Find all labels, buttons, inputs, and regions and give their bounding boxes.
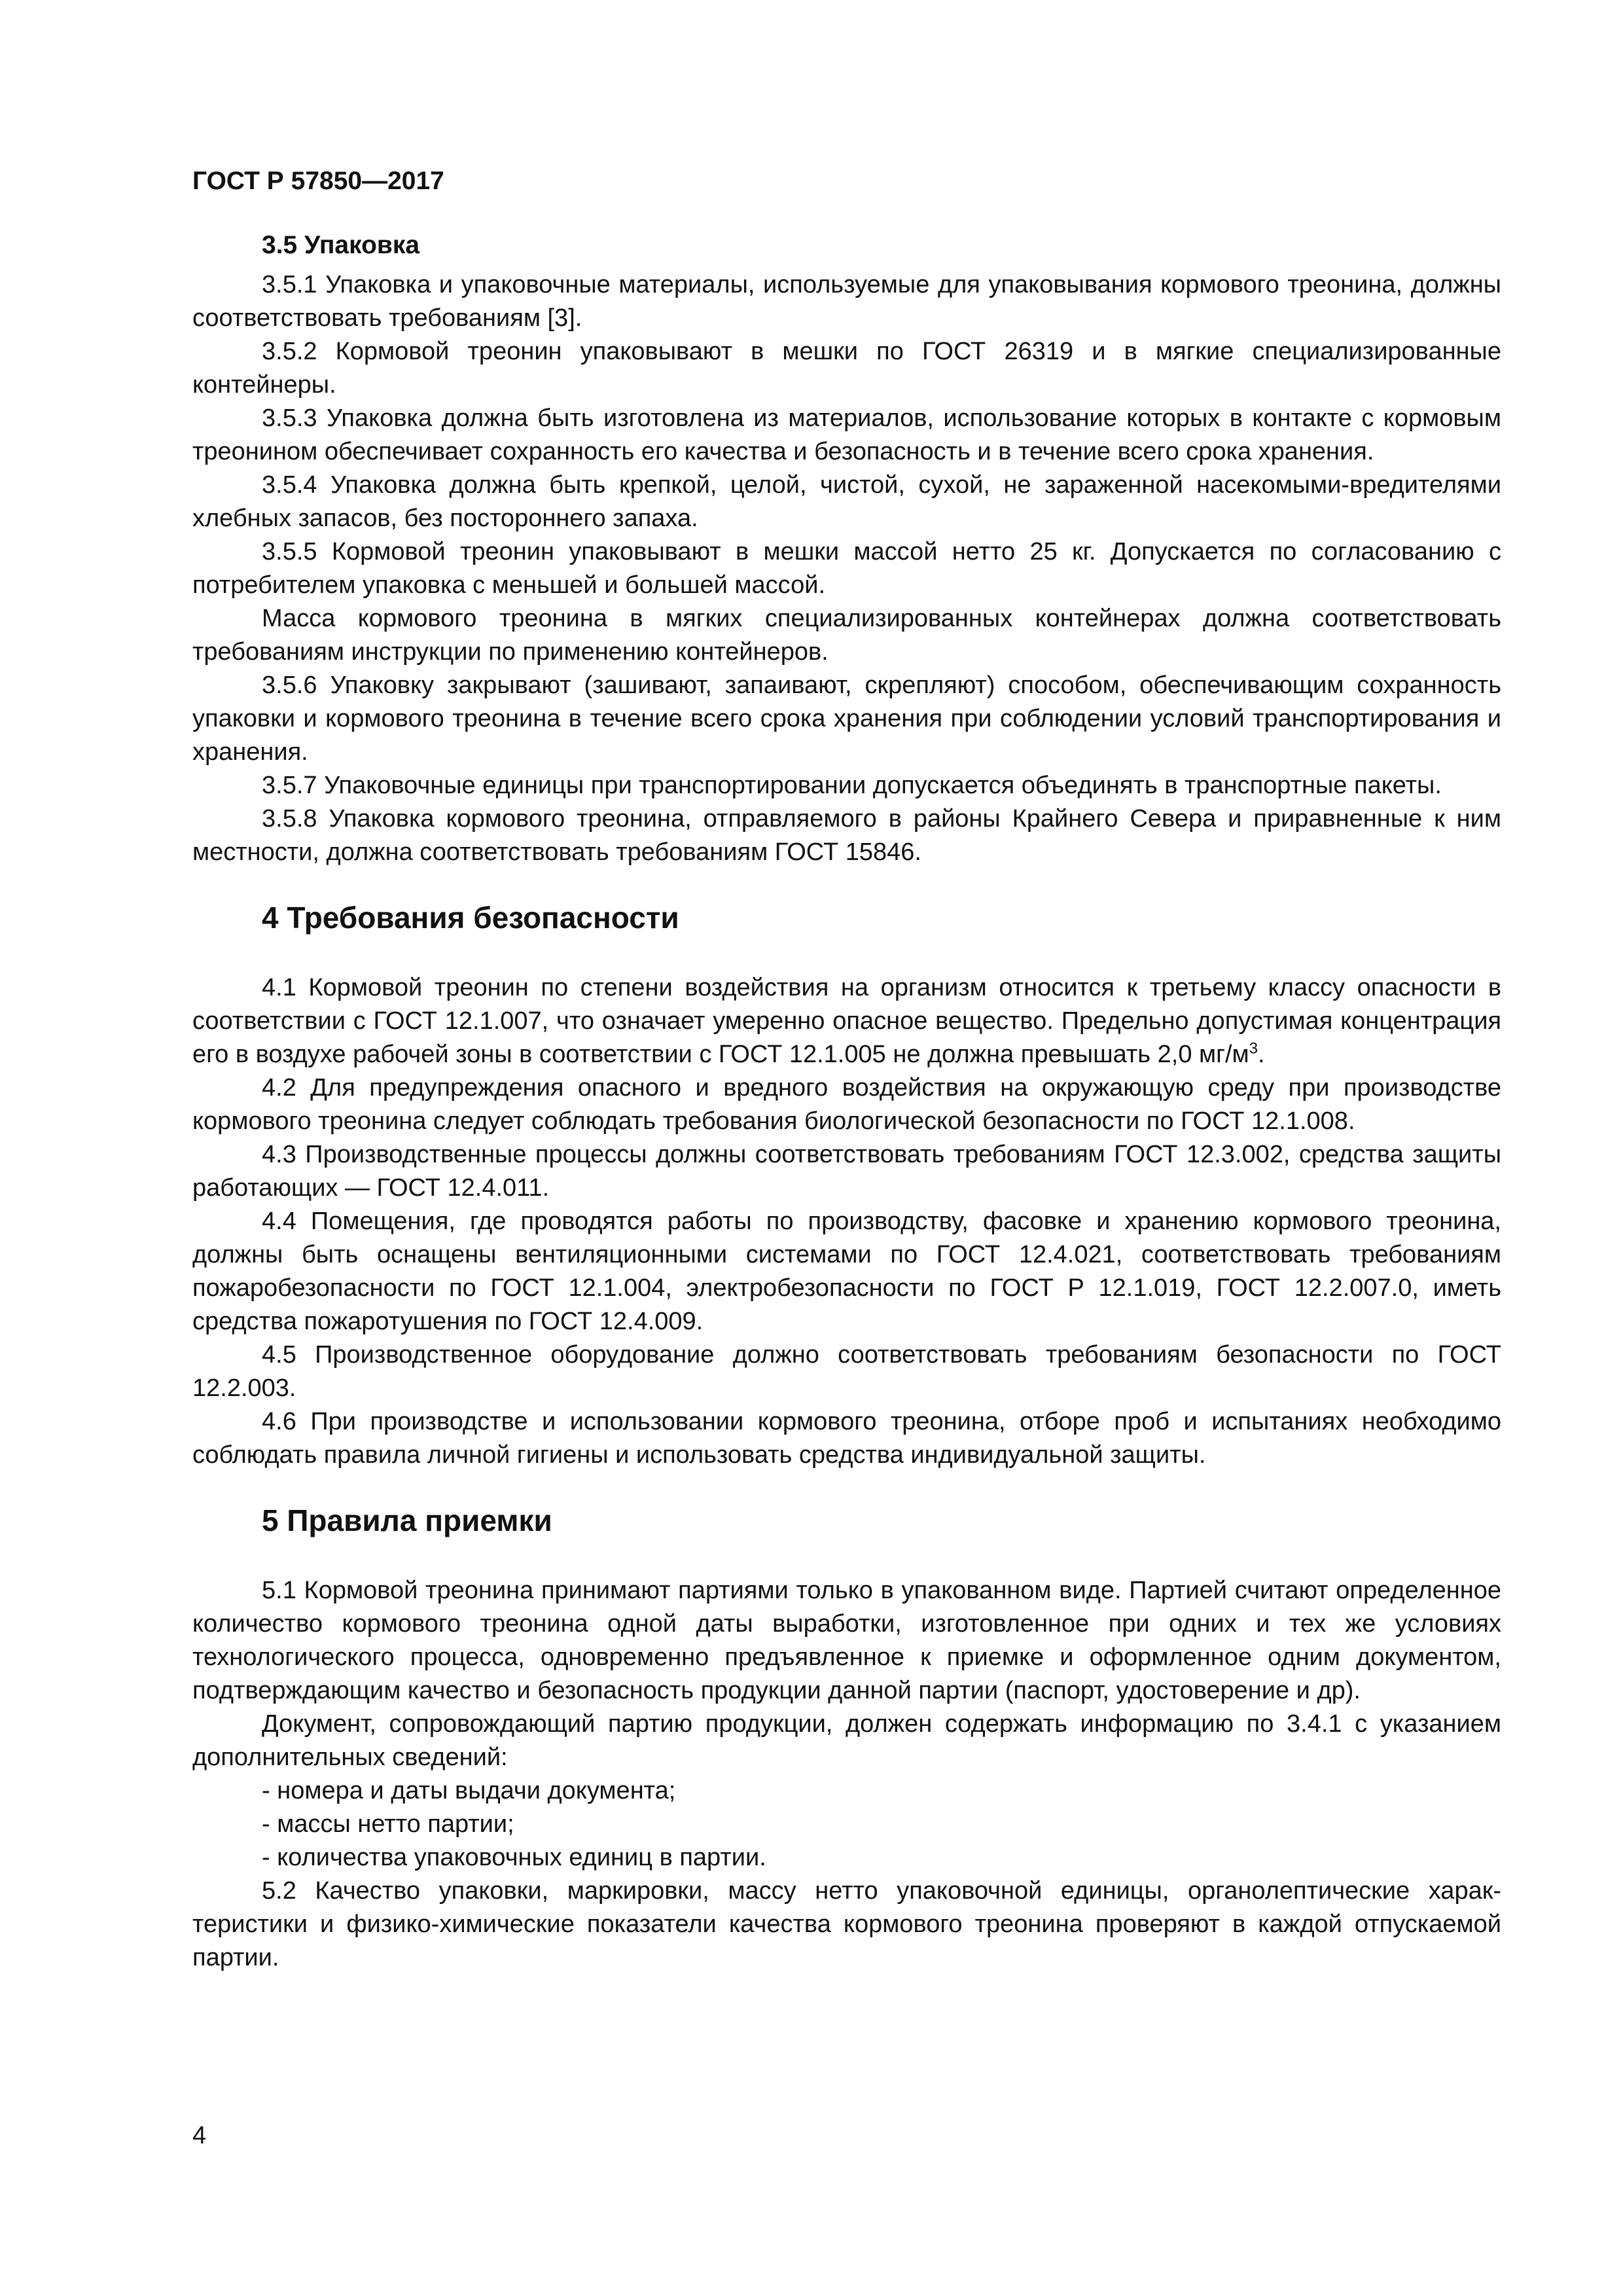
section-3-5-title: 3.5 Упаковка <box>262 231 420 259</box>
paragraph-4-1 <box>192 971 1501 1071</box>
paragraph-5-1-document: Документ, сопровождающий партию продукции, должен содержать информацию по 3.4.1 с указанием дополнительных сведений: <box>192 1710 1501 1771</box>
list-item: - количества упаковочных единиц в партии. <box>262 1844 766 1871</box>
paragraph-4-6: 4.6 При производстве и использовании кормового треонина, отборе проб и испытаниях необходимо соблюдать правила личной гигиены и использовать средства индивидуальной защиты. <box>192 1408 1501 1469</box>
paragraph-4-1-text: 4.1 Кормовой треонин по степени воздействия на организм относится к третьему классу опасности в соответствии с ГОСТ 12.1.007, что означает умеренно опасное вещество. Предельно допустимая концентрация его в воздухе рабочей зоны в соответствии с ГОСТ 12.1.005 не должна превышать 2,0 мг/м <box>192 974 1501 1068</box>
paragraph-4-3: 4.3 Производственные процессы должны соответствовать требованиям ГОСТ 12.3.002, средства защиты работающих — ГОСТ 12.4.011. <box>192 1141 1501 1202</box>
list-item: - массы нетто партии; <box>262 1810 514 1838</box>
paragraph-3-5-5-mass: Масса кормового треонина в мягких специализированных контейнерах должна соответствовать требованиям инструкции по применению контейнеров. <box>192 605 1501 666</box>
paragraph-4-5: 4.5 Производственное оборудование должно соответствовать требованиям безопасности по ГОСТ 12.2.003. <box>192 1341 1501 1402</box>
page-number: 4 <box>192 2122 207 2149</box>
paragraph-4-1-end: . <box>1258 1041 1265 1068</box>
paragraph-3-5-4: 3.5.4 Упаковка должна быть крепкой, целой, чистой, сухой, не зараженной насекомыми-вредителями хлебных запасов, без постороннего запаха. <box>192 471 1501 532</box>
running-header: ГОСТ Р 57850—2017 <box>192 167 444 195</box>
paragraph-3-5-2: 3.5.2 Кормовой треонин упаковывают в мешки по ГОСТ 26319 и в мягкие специализированные контейнеры. <box>192 338 1501 399</box>
paragraph-5-1: 5.1 Кормовой треонина принимают партиями только в упакованном виде. Партией считают определенное количество кормового треонина одной даты выработки, изготовленное при одних и тех же условиях технологического процесса, одновременно предъявленное к приемке и оформленное одним документом, подтверждающим качество и безопасность продукции данной партии (паспорт, удостоверение и др). <box>192 1577 1501 1704</box>
section-4-title: 4 Требования безопасности <box>262 901 679 935</box>
paragraph-3-5-6: 3.5.6 Упаковку закрывают (зашивают, запаивают, скрепляют) способом, обеспечивающим сохранность упаковки и кормового треонина в течение всего срока хранения при соблюдении условий транспортирования и хранения. <box>192 672 1501 766</box>
paragraph-3-5-7: 3.5.7 Упаковочные единицы при транспортировании допускается объединять в транспортные пакеты. <box>262 772 1442 799</box>
superscript-3: 3 <box>1249 1039 1258 1058</box>
section-5-title: 5 Правила приемки <box>262 1503 552 1537</box>
paragraph-3-5-1: 3.5.1 Упаковка и упаковочные материалы, используемые для упаковывания кормового треонина, должны соответствовать требованиям [3]. <box>192 271 1501 332</box>
paragraph-5-2: 5.2 Качество упаковки, маркировки, массу нетто упаковочной единицы, органолептические характеристики и физико-химические показатели качества кормового треонина проверяют в каждой отпускаемой партии. <box>192 1877 1501 1971</box>
list-item: - номера и даты выдачи документа; <box>262 1777 676 1804</box>
paragraph-3-5-5: 3.5.5 Кормовой треонин упаковывают в мешки массой нетто 25 кг. Допускается по согласованию с потребителем упаковка с меньшей и большей массой. <box>192 538 1501 599</box>
paragraph-4-2: 4.2 Для предупреждения опасного и вредного воздействия на окружающую среду при производстве кормового треонина следует соблюдать требования биологической безопасности по ГОСТ 12.1.008. <box>192 1074 1501 1135</box>
paragraph-4-4: 4.4 Помещения, где проводятся работы по производству, фасовке и хранению кормового треонина, должны быть оснащены вентиляционными системами по ГОСТ 12.4.021, соответствовать требованиям пожаробезопасности по ГОСТ 12.1.004, электробезопасности по ГОСТ Р 12.1.019, ГОСТ 12.2.007.0, иметь средства пожаротушения по ГОСТ 12.4.009. <box>192 1208 1501 1335</box>
paragraph-3-5-3: 3.5.3 Упаковка должна быть изготовлена из материалов, использование которых в контакте с кормовым треонином обеспечивает сохранность его качества и безопасность и в течение всего срока хранения. <box>192 404 1501 465</box>
document-page <box>192 164 1501 1975</box>
paragraph-3-5-8: 3.5.8 Упаковка кормового треонина, отправляемого в районы Крайнего Севера и приравненные к ним местности, должна соответствовать требованиям ГОСТ 15846. <box>192 805 1501 866</box>
